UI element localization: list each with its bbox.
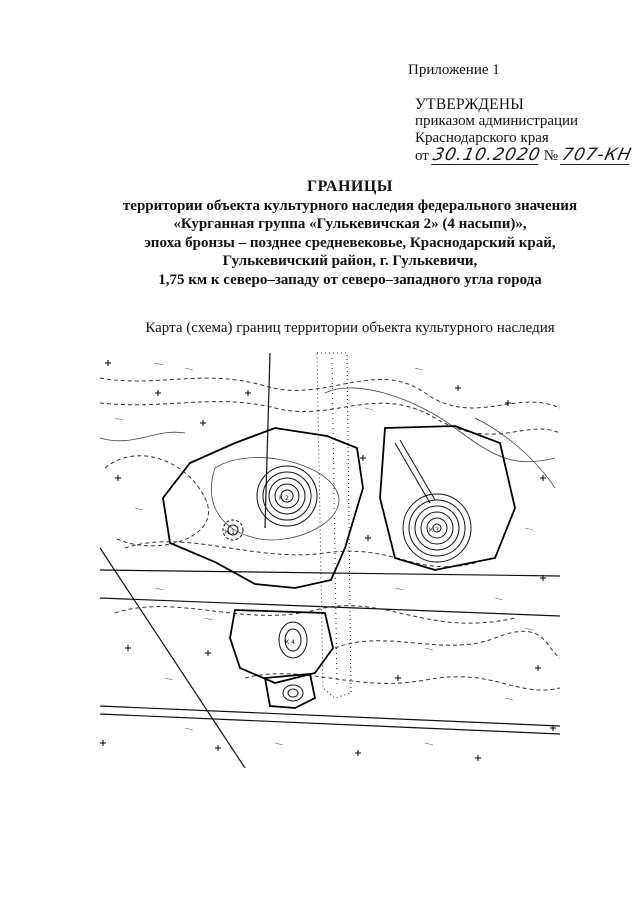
map-caption: Карта (схема) границ территории объекта культурного наследия <box>145 320 555 336</box>
approval-block <box>415 96 634 165</box>
approval-date-line <box>415 145 634 165</box>
diagonal-marker <box>395 440 435 503</box>
document-title <box>60 178 640 289</box>
mound-3 <box>403 494 471 562</box>
approved-heading: УТВЕРЖДЕНЫ <box>415 96 524 113</box>
svg-text:К 4: К 4 <box>285 639 295 646</box>
approval-line-2: Краснодарского края <box>415 130 549 146</box>
number-label: № <box>543 148 559 164</box>
svg-text:К 2: К 2 <box>279 495 289 502</box>
handwritten-number: 707-КН <box>559 145 634 165</box>
thin-details <box>115 363 533 745</box>
title-line-1: территории объекта культурного наследия федерального значения <box>122 197 578 214</box>
appendix-label: Приложение 1 <box>408 62 500 78</box>
svg-text:К 1: К 1 <box>225 529 235 536</box>
mound-5 <box>283 685 303 701</box>
approval-line-1: приказом администрации <box>415 113 579 129</box>
svg-text:К 3: К 3 <box>429 527 439 534</box>
survey-crosses <box>100 360 556 761</box>
boundary-map <box>95 348 565 768</box>
title-line-5: 1,75 км к северо–западу от северо–западного угла города <box>158 271 542 288</box>
title-line-4: Гулькевичский район, г. Гулькевичи, <box>222 253 478 269</box>
road-lines <box>100 353 560 768</box>
from-label: от <box>415 148 429 164</box>
title-line-3: эпоха бронзы – позднее средневековье, Краснодарский край, <box>144 234 556 251</box>
title-line-2: «Курганная группа «Гулькевичская 2» (4 насыпи)», <box>173 216 527 232</box>
protection-boundary <box>163 426 515 708</box>
title-main: ГРАНИЦЫ <box>306 178 393 195</box>
contour-lines-solid <box>100 388 555 540</box>
mound-4 <box>279 622 307 658</box>
mounds <box>223 466 471 701</box>
handwritten-date: 30.10.2020 <box>430 145 543 165</box>
